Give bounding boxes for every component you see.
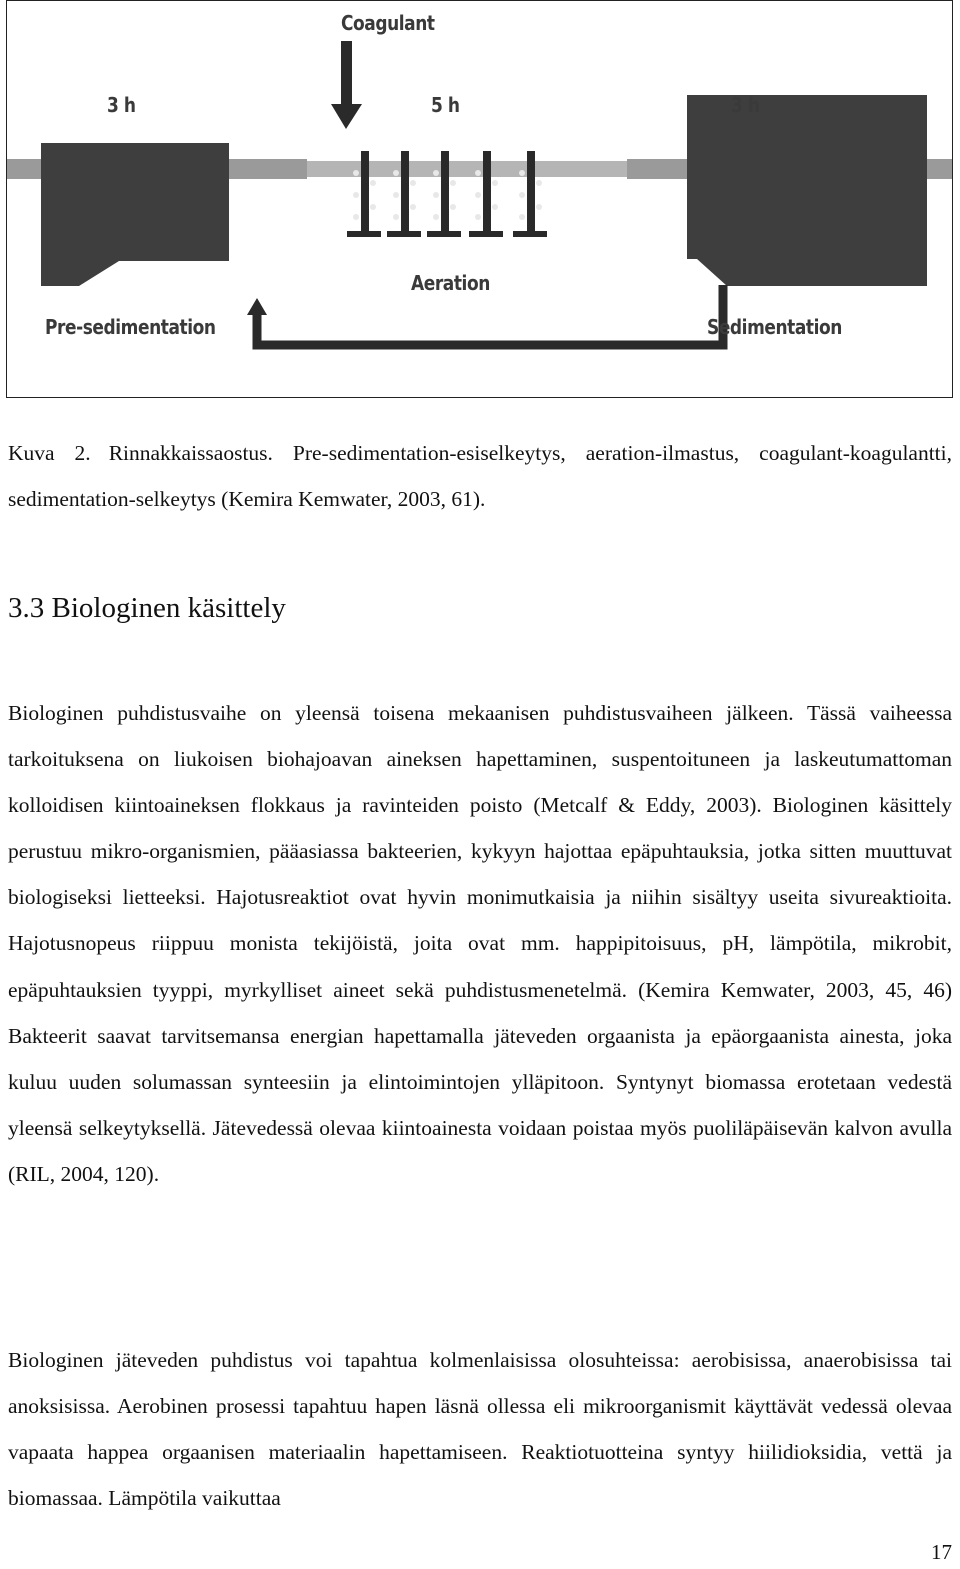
process-figure <box>6 0 953 398</box>
caption-label: Kuva 2. <box>8 440 91 465</box>
pipe-to-sedimentation <box>627 159 687 179</box>
pipe-to-aeration <box>229 159 307 179</box>
pre-sedimentation-tank <box>41 143 229 286</box>
pre-sedimentation-label: Pre-sedimentation <box>45 315 216 339</box>
section-heading: 3.3 Biologinen käsittely <box>8 592 286 624</box>
return-arrowhead <box>247 298 267 315</box>
time-label-aeration: 5 h <box>431 93 460 117</box>
page-number: 17 <box>931 1540 952 1564</box>
time-label-sedimentation: 3 h <box>731 93 760 117</box>
time-label-pre-sedimentation: 3 h <box>107 93 136 117</box>
inlet-pipe <box>7 159 41 179</box>
paragraph-2: Biologinen jäteveden puhdistus voi tapahtua kolmenlaisissa olosuhteissa: aerobisissa, anaerobisissa tai anoksisissa. Aerobinen prosessi tapahtuu hapen läsnä ollessa eli mikroorganismit käyttävät vedessä olevaa vapaata happea orgaanisen materiaalin hapettamiseen. Reaktiotuotteina syntyy hiilidioksidia, vettä ja biomassaa. Lämpötila vaikuttaa <box>8 1348 952 1511</box>
sludge-return-line <box>257 285 723 345</box>
sedimentation-label: Sedimentation <box>707 315 842 339</box>
paragraph-1: Biologinen puhdistusvaihe on yleensä toisena mekaanisen puhdistusvaiheen jälkeen. Tässä vaiheessa tarkoituksena on liukoisen biohajoavan aineksen hapettaminen, suspentoituneen ja laskeutumattoman kolloidisen kiintoaineksen flokkaus ja ravinteiden poisto (Metcalf & Eddy, 2003). Biologinen käsittely perustuu mikro-organismien, pääasiassa bakteerien, kykyyn hajottaa epäpuhtauksia, jotka sitten muuttuvat biologiseksi lietteeksi. Hajotusreaktiot ovat hyvin monimutkaisia ja niihin sisältyy useita sivureaktioita. Hajotusnopeus riippuu monista tekijöistä, joita ovat mm. happipitoisuus, pH, lämpötila, mikrobit, epäpuhtauksien tyyppi, myrkylliset aineet sekä puhdistusmenetelmä. (Kemira Kemwater, 2003, 45, 46) Bakteerit saavat tarvitsemansa energian hapettamalla jäteveden orgaanista ja epäorgaanista ainesta, joka kuluu uuden solumassan synteesiin ja elintoimintojen ylläpitoon. Syntynyt biomassa erotetaan vedestä yleensä selkeytyksellä. Jätevedessä olevaa kiintoainesta voidaan poistaa myös puoliläpäisevän kalvon avulla (RIL, 2004, 120). <box>8 701 952 1186</box>
sedimentation-tank <box>687 95 927 286</box>
outlet-pipe <box>927 159 952 179</box>
figure-caption <box>8 430 952 522</box>
coagulant-arrowhead <box>331 104 362 129</box>
caption-text: Rinnakkaissaostus. Pre-sedimentation-esiselkeytys, aeration-ilmastus, coagulant-koagulantti, sedimentation-selkeytys (Kemira Kemwater, 2003, 61). <box>8 440 953 511</box>
aeration-label: Aeration <box>411 271 490 295</box>
coagulant-label: Coagulant <box>341 11 435 35</box>
coagulant-arrow-shaft <box>341 41 352 106</box>
